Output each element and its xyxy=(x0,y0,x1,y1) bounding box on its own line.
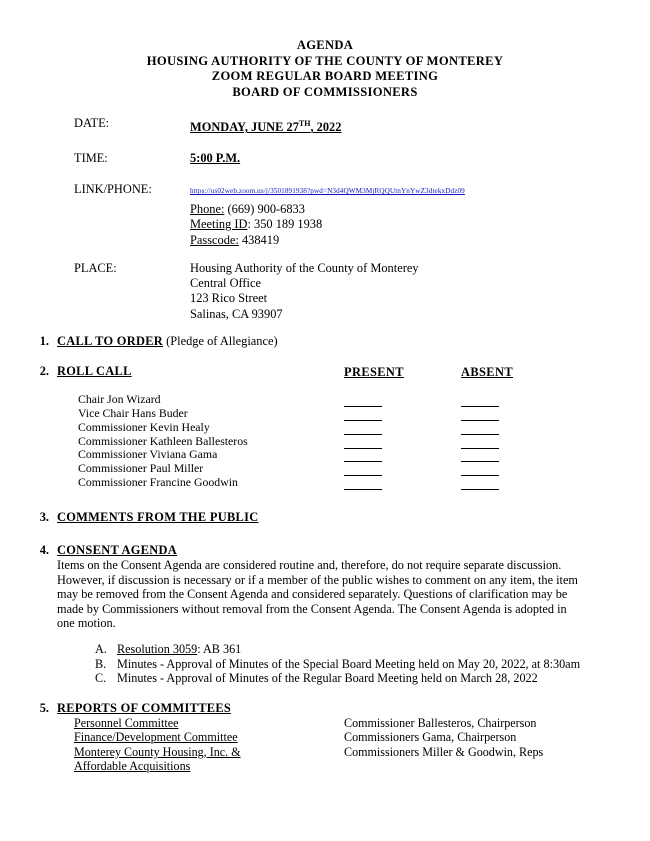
time-value-text: 5:00 P.M. xyxy=(190,151,241,166)
title-line-authority: HOUSING AUTHORITY OF THE COUNTY OF MONTEREY xyxy=(146,53,504,68)
list-item: Commissioner Kevin Healy xyxy=(78,419,210,434)
list-item xyxy=(95,657,580,672)
present-blank-line[interactable] xyxy=(344,461,382,462)
title-line-agenda: AGENDA xyxy=(296,38,354,52)
sub-item-text: Minutes - Approval of Minutes of the Regular Board Meeting held on March 28, 2022 xyxy=(117,671,538,686)
table-row xyxy=(344,413,594,427)
present-blank-line[interactable] xyxy=(344,406,382,407)
agenda-item-4-body xyxy=(57,543,607,631)
place-address xyxy=(190,261,419,322)
agenda-item-1-heading: CALL TO ORDER xyxy=(57,334,164,348)
time-label: TIME: xyxy=(74,151,108,166)
place-line-3: 123 Rico Street xyxy=(190,291,268,306)
date-value-post: , 2022 xyxy=(310,120,342,135)
agenda-item-3-heading: COMMENTS FROM THE PUBLIC xyxy=(57,510,259,524)
sub-item-letter: C. xyxy=(95,671,107,686)
dial-in-details xyxy=(190,202,322,248)
absent-blank-line[interactable] xyxy=(461,434,499,435)
committee-name: Affordable Acquisitions xyxy=(74,759,191,774)
agenda-item-1-body xyxy=(57,334,587,349)
committee-member: Commissioner Ballesteros, Chairperson xyxy=(344,716,537,730)
place-line-1: Housing Authority of the County of Monterey xyxy=(190,261,419,275)
present-column-header: PRESENT xyxy=(344,365,404,379)
agenda-item-5-heading: REPORTS OF COMMITTEES xyxy=(57,701,232,715)
roll-call-signature-lines xyxy=(344,399,594,496)
absent-blank-line[interactable] xyxy=(461,448,499,449)
agenda-item-4-heading: CONSENT AGENDA xyxy=(57,543,177,557)
table-row xyxy=(74,759,604,773)
sub-item-underlined-text[interactable]: Resolution 3059 xyxy=(117,642,198,656)
list-item xyxy=(95,671,580,686)
table-row xyxy=(344,399,594,413)
phone-label: Phone: xyxy=(190,202,225,216)
meeting-id-value: : 350 189 1938 xyxy=(247,217,323,232)
list-item xyxy=(95,642,580,657)
table-row xyxy=(344,468,594,482)
list-item: Commissioner Kathleen Ballesteros xyxy=(78,433,248,448)
agenda-item-3-comments-from-the-public xyxy=(27,510,587,525)
sub-item-text: : AB 361 xyxy=(197,642,242,656)
zoom-meeting-link[interactable]: https://us02web.zoom.us/j/3501891938?pwd=N3d4QWM3MjRQQUtnYnYwZ3dtekxDdz09 xyxy=(190,187,465,196)
sub-item-letter: B. xyxy=(95,656,107,671)
table-row xyxy=(74,730,604,744)
meeting-id-label: Meeting ID xyxy=(190,217,248,232)
absent-blank-line[interactable] xyxy=(461,489,499,490)
absent-blank-line[interactable] xyxy=(461,406,499,407)
date-label: DATE: xyxy=(74,116,110,130)
committee-name: Personnel Committee xyxy=(74,716,179,730)
passcode-line xyxy=(190,233,322,248)
meeting-id-line xyxy=(190,217,322,232)
phone-value: (669) 900-6833 xyxy=(224,202,305,216)
agenda-item-1-call-to-order xyxy=(27,334,587,349)
place-line-2: Central Office xyxy=(190,276,261,291)
agenda-item-3-number: 3. xyxy=(39,510,49,524)
list-item: Chair Jon Wizard xyxy=(78,392,161,406)
date-value-text xyxy=(190,120,341,134)
date-row xyxy=(74,116,604,135)
phone-line xyxy=(190,202,322,217)
sub-item-letter: A. xyxy=(95,642,107,656)
meeting-details-block xyxy=(74,116,604,213)
agenda-item-1-number: 1. xyxy=(39,334,49,348)
date-value xyxy=(190,116,604,135)
consent-agenda-paragraph: Items on the Consent Agenda are considered routine and, therefore, do not require separate discussion. However, if discussion is necessary or if a member of the public wishes to comment on any item, the item may be removed from the Consent Agenda and considered separately. Questions of clarification may be made by Commissioners without removal from the Consent Agenda. The Consent Agenda is adopted in one motion. xyxy=(57,558,578,631)
passcode-label: Passcode: xyxy=(190,232,239,247)
agenda-item-2-number: 2. xyxy=(39,364,49,378)
agenda-item-5-reports-of-committees xyxy=(27,701,607,716)
consent-agenda-sub-items xyxy=(95,642,580,686)
table-row xyxy=(344,454,594,468)
place-block xyxy=(74,261,419,322)
table-row xyxy=(74,745,604,759)
absent-blank-line[interactable] xyxy=(461,461,499,462)
agenda-item-4-consent-agenda xyxy=(27,543,607,643)
agenda-item-5-number: 5. xyxy=(39,701,49,715)
document-title-block xyxy=(0,38,650,100)
list-item: Vice Chair Hans Buder xyxy=(78,405,188,420)
agenda-item-1-suffix: (Pledge of Allegiance) xyxy=(163,334,278,348)
present-blank-line[interactable] xyxy=(344,489,382,490)
agenda-item-3-body xyxy=(57,510,587,525)
place-label: PLACE: xyxy=(74,261,117,275)
committees-table xyxy=(74,716,604,774)
committee-name: Monterey County Housing, Inc. & xyxy=(74,744,241,759)
agenda-item-4-heading-row xyxy=(57,543,607,558)
present-blank-line[interactable] xyxy=(344,475,382,476)
committee-name: Finance/Development Committee xyxy=(74,730,238,745)
list-item: Commissioner Paul Miller xyxy=(78,461,204,476)
title-line-meeting-type: ZOOM REGULAR BOARD MEETING xyxy=(211,69,439,83)
present-blank-line[interactable] xyxy=(344,420,382,421)
agenda-item-5-body xyxy=(57,701,607,716)
absent-blank-line[interactable] xyxy=(461,420,499,421)
agenda-item-4-number: 4. xyxy=(39,543,49,557)
time-value xyxy=(190,151,604,166)
time-row xyxy=(74,151,604,166)
committee-member: Commissioners Miller & Goodwin, Reps xyxy=(344,744,544,759)
link-phone-value xyxy=(190,182,604,197)
list-item: Commissioner Viviana Gama xyxy=(78,447,218,462)
roll-call-member-list xyxy=(78,393,248,490)
present-blank-line[interactable] xyxy=(344,448,382,449)
link-phone-label: LINK/PHONE: xyxy=(74,182,152,197)
passcode-value: 438419 xyxy=(238,232,280,247)
table-row xyxy=(344,441,594,455)
date-ordinal-suffix: TH xyxy=(298,119,311,128)
table-row xyxy=(74,716,604,730)
date-value-pre: MONDAY, JUNE 27 xyxy=(190,120,299,135)
table-row xyxy=(344,482,594,496)
absent-column-header: ABSENT xyxy=(461,365,513,379)
link-phone-row xyxy=(74,182,604,197)
place-line-4: Salinas, CA 93907 xyxy=(190,306,283,321)
present-blank-line[interactable] xyxy=(344,434,382,435)
title-line-board: BOARD OF COMMISSIONERS xyxy=(232,84,418,99)
agenda-item-2-heading: ROLL CALL xyxy=(57,364,132,378)
committee-member: Commissioners Gama, Chairperson xyxy=(344,730,517,745)
absent-blank-line[interactable] xyxy=(461,475,499,476)
sub-item-text: Minutes - Approval of Minutes of the Special Board Meeting held on May 20, 2022, at 8:30am xyxy=(117,656,581,671)
list-item: Commissioner Francine Goodwin xyxy=(78,475,238,490)
table-row xyxy=(344,427,594,441)
